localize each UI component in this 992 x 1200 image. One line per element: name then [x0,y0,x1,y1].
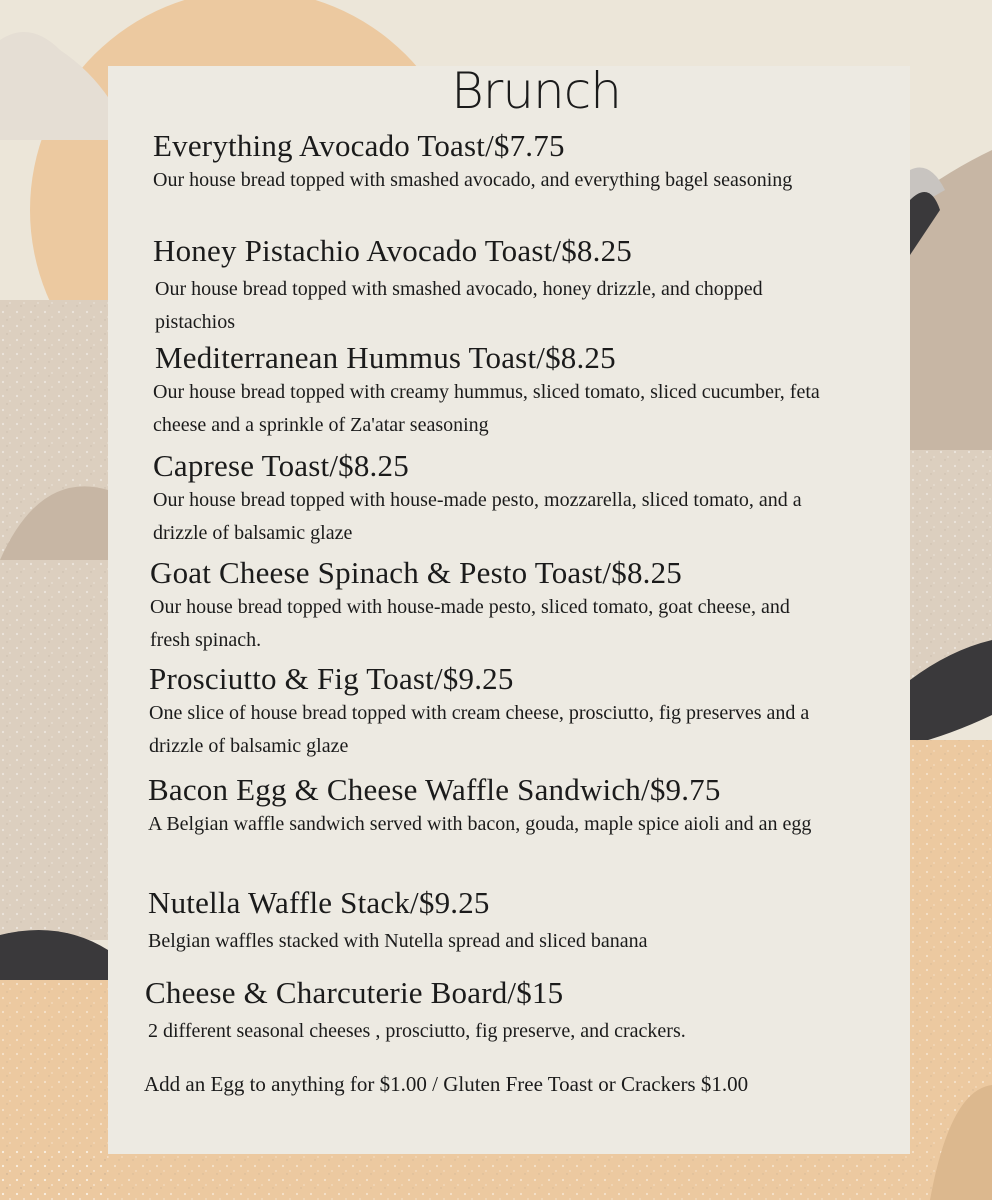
menu-item-name: Bacon Egg & Cheese Waffle Sandwich/$9.75 [148,772,721,807]
menu-item [148,772,828,841]
menu-item-name: Everything Avocado Toast/$7.75 [153,128,565,163]
menu-item-name: Cheese & Charcuterie Board/$15 [145,975,564,1010]
menu-item-name: Honey Pistachio Avocado Toast/$8.25 [153,233,632,268]
menu-item [153,233,835,339]
menu-item-name: Goat Cheese Spinach & Pesto Toast/$8.25 [150,555,682,590]
menu-title: Brunch [451,62,621,120]
menu-item-name: Caprese Toast/$8.25 [153,448,409,483]
menu-item [145,975,828,1048]
menu-item-description: Our house bread topped with creamy hummus, sliced tomato, sliced cucumber, feta cheese and a sprinkle of Za'atar seasoning [153,381,820,436]
menu-item-description: Our house bread topped with smashed avocado, honey drizzle, and chopped pistachios [155,278,763,333]
menu-item-name: Mediterranean Hummus Toast/$8.25 [155,340,616,375]
menu-item [149,661,829,763]
menu-item-description: Our house bread topped with smashed avocado, and everything bagel seasoning [153,169,793,191]
menu-item-description: One slice of house bread topped with cream cheese, prosciutto, fig preserves and a drizzle of balsamic glaze [149,702,810,757]
menu-item [155,340,833,442]
menu-item-description: Our house bread topped with house-made pesto, mozzarella, sliced tomato, and a drizzle of balsamic glaze [153,489,802,544]
menu-footer-note: Add an Egg to anything for $1.00 / Gluten Free Toast or Crackers $1.00 [144,1072,749,1096]
menu-item-name: Nutella Waffle Stack/$9.25 [148,885,490,920]
menu-item-description: Belgian waffles stacked with Nutella spread and sliced banana [148,930,648,952]
menu-item [153,448,833,550]
menu-item-description: Our house bread topped with house-made pesto, sliced tomato, goat cheese, and fresh spinach. [150,596,790,651]
menu-item-name: Prosciutto & Fig Toast/$9.25 [149,661,514,696]
menu-item [150,555,830,657]
menu-item-description: A Belgian waffle sandwich served with bacon, gouda, maple spice aioli and an egg [148,813,812,835]
menu-item [153,128,833,197]
menu-item [148,885,828,958]
menu-item-description: 2 different seasonal cheeses , prosciutto, fig preserve, and crackers. [148,1020,686,1042]
